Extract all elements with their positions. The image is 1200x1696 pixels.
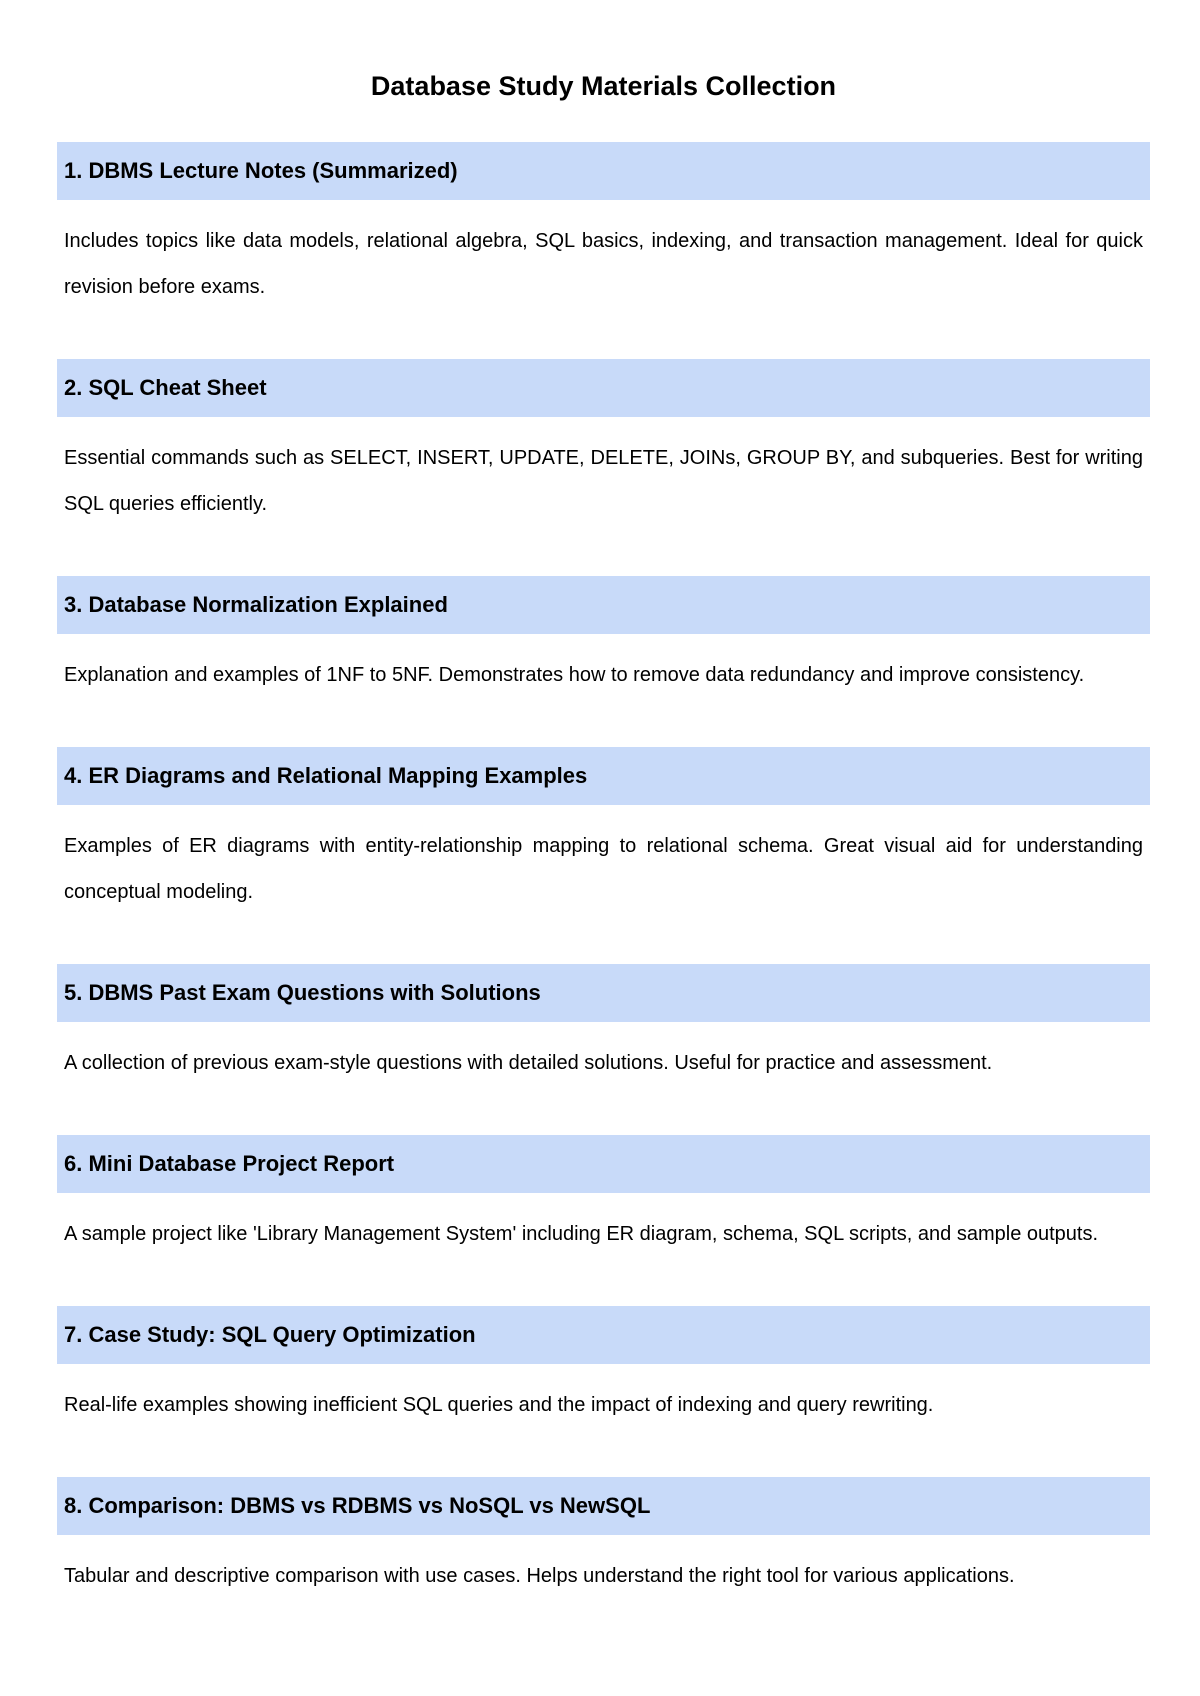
section-3 bbox=[57, 576, 1150, 698]
section-description: A collection of previous exam-style questions with detailed solutions. Useful for practice and assessment. bbox=[64, 1052, 993, 1074]
document-page bbox=[57, 0, 1150, 1648]
section-heading: 2. SQL Cheat Sheet bbox=[57, 359, 1150, 417]
section-description: A sample project like 'Library Management System' including ER diagram, schema, SQL scripts, and sample outputs. bbox=[64, 1223, 1099, 1245]
section-description: Tabular and descriptive comparison with use cases. Helps understand the right tool for various applications. bbox=[64, 1565, 1015, 1587]
section-description: Essential commands such as SELECT, INSERT, UPDATE, DELETE, JOINs, GROUP BY, and subqueries. Best for writing SQL queries efficiently. bbox=[64, 447, 1143, 515]
section-2 bbox=[57, 359, 1150, 527]
section-heading: 3. Database Normalization Explained bbox=[57, 576, 1150, 634]
section-7 bbox=[57, 1306, 1150, 1428]
section-6 bbox=[57, 1135, 1150, 1257]
sections-list bbox=[57, 142, 1150, 1599]
section-heading: 1. DBMS Lecture Notes (Summarized) bbox=[57, 142, 1150, 200]
document-title: Database Study Materials Collection bbox=[370, 71, 837, 101]
section-description: Includes topics like data models, relational algebra, SQL basics, indexing, and transaction management. Ideal for quick revision before exams. bbox=[64, 230, 1143, 298]
section-5 bbox=[57, 964, 1150, 1086]
section-description: Examples of ER diagrams with entity-relationship mapping to relational schema. Great visual aid for understanding conceptual modeling. bbox=[64, 835, 1143, 903]
section-heading: 5. DBMS Past Exam Questions with Solutions bbox=[57, 964, 1150, 1022]
section-4 bbox=[57, 747, 1150, 915]
section-description: Real-life examples showing inefficient SQL queries and the impact of indexing and query rewriting. bbox=[64, 1394, 934, 1416]
section-1 bbox=[57, 142, 1150, 310]
section-heading: 8. Comparison: DBMS vs RDBMS vs NoSQL vs NewSQL bbox=[57, 1477, 1150, 1535]
section-heading: 4. ER Diagrams and Relational Mapping Examples bbox=[57, 747, 1150, 805]
section-heading: 7. Case Study: SQL Query Optimization bbox=[57, 1306, 1150, 1364]
section-heading: 6. Mini Database Project Report bbox=[57, 1135, 1150, 1193]
section-description: Explanation and examples of 1NF to 5NF. Demonstrates how to remove data redundancy and improve consistency. bbox=[64, 664, 1085, 686]
section-8 bbox=[57, 1477, 1150, 1599]
